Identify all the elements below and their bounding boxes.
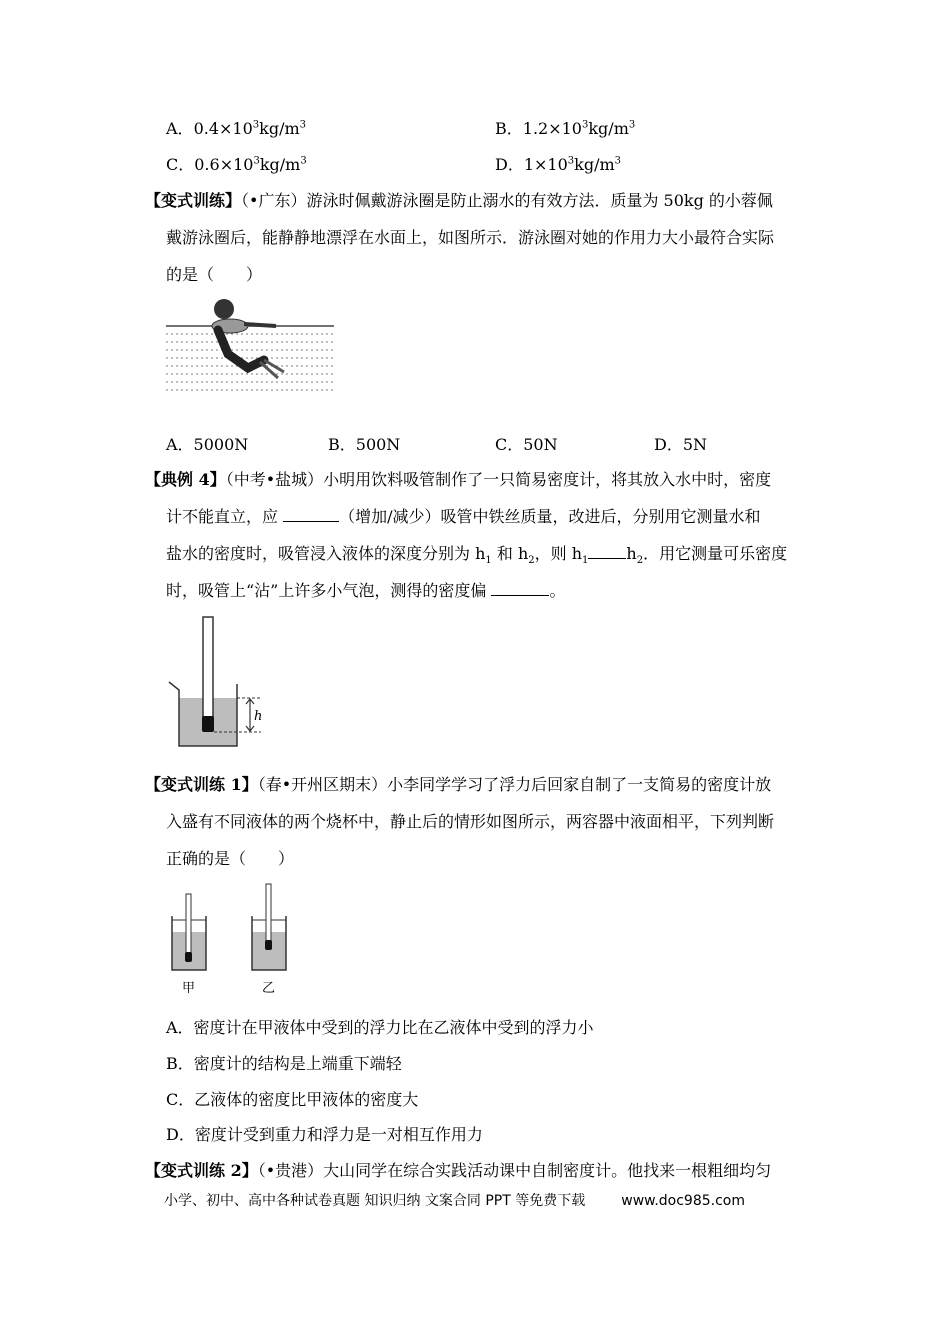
variant1-option-a: A．密度计在甲液体中受到的浮力比在乙液体中受到的浮力小 <box>166 1018 594 1037</box>
variant1-option-c: C．乙液体的密度比甲液体的密度大 <box>166 1090 419 1109</box>
swim-question-line1: 【变式训练】（•广东）游泳时佩戴游泳圈是防止溺水的有效方法．质量为 50kg 的小蓉佩 <box>145 191 773 210</box>
variant2-line1: 【变式训练 2】（•贵港）大山同学在综合实践活动课中自制密度计。他找来一根粗细均匀 <box>145 1161 772 1180</box>
label-yi: 乙 <box>262 981 276 996</box>
option-b: B．$1.2\times 10^3kg/m^3$ <box>495 119 636 138</box>
densimeter-beaker-figure <box>166 614 276 750</box>
answer-blank-2[interactable] <box>588 544 626 559</box>
example4-line4: 时，吸管上“沾”上许多小气泡，测得的密度偏 。 <box>166 581 566 600</box>
answer-blank-1[interactable] <box>283 507 339 522</box>
swimmer-figure <box>166 296 334 394</box>
depth-label: h <box>254 709 263 724</box>
variant1-line3: 正确的是（ ） <box>166 849 295 868</box>
answer-blank-3[interactable] <box>491 581 549 596</box>
variant1-option-d: D．密度计受到重力和浮力是一对相互作用力 <box>166 1125 483 1144</box>
footer-site-link[interactable]: www.doc985.com <box>621 1193 745 1209</box>
swim-question-line2: 戴游泳圈后，能静静地漂浮在水面上，如图所示．游泳圈对她的作用力大小最符合实际 <box>166 228 775 247</box>
variant1-option-b: B．密度计的结构是上端重下端轻 <box>166 1054 402 1073</box>
footer-banner <box>164 1190 745 1212</box>
option-c: C．$0.6\times 10^3kg/m^3$ <box>166 155 307 174</box>
swim-option-a: A．5000N <box>166 435 249 454</box>
swim-option-d: D．5N <box>654 435 708 454</box>
example4-line1: 【典例 4】（中考•盐城）小明用饮料吸管制作了一只简易密度计，将其放入水中时，密度 <box>145 470 772 489</box>
variant1-line2: 入盛有不同液体的两个烧杯中，静止后的情形如图所示，两容器中液面相平，下列判断 <box>166 812 775 831</box>
question-tag: 【变式训练】 <box>145 191 242 210</box>
straw <box>203 617 213 717</box>
question-tag: 【典例 4】 <box>145 470 226 489</box>
swim-option-c: C．50N <box>495 435 558 454</box>
variant1-line1: 【变式训练 1】（春•开州区期末）小李同学学习了浮力后回家自制了一支简易的密度计放 <box>145 775 772 794</box>
example4-line3: 盐水的密度时，吸管浸入液体的深度分别为 $h_1$ 和 $h_2$，则 $h_1$ $h_2$．用它测量可乐密度 <box>166 544 788 567</box>
footer-text: 小学、初中、高中各种试卷真题 知识归纳 文案合同 PPT 等免费下载 <box>164 1193 586 1209</box>
swim-question-line3: 的是（ ） <box>166 265 263 284</box>
two-beakers-figure <box>166 880 296 1000</box>
swim-option-b: B．500N <box>328 435 401 454</box>
question-tag: 【变式训练 2】 <box>145 1161 258 1180</box>
label-jia: 甲 <box>182 981 196 996</box>
option-a: A．$0.4\times 10^3kg/m^3$ <box>166 119 307 138</box>
question-tag: 【变式训练 1】 <box>145 775 258 794</box>
option-d: D．$1\times 10^3kg/m^3$ <box>495 155 622 174</box>
weight-wire <box>202 716 214 732</box>
example4-line2: 计不能直立，应 （增加/减少）吸管中铁丝质量，改进后，分别用它测量水和 <box>166 507 761 526</box>
swimmer-body <box>218 330 264 368</box>
swimmer-arm <box>244 324 276 326</box>
swimmer-head <box>214 299 234 319</box>
